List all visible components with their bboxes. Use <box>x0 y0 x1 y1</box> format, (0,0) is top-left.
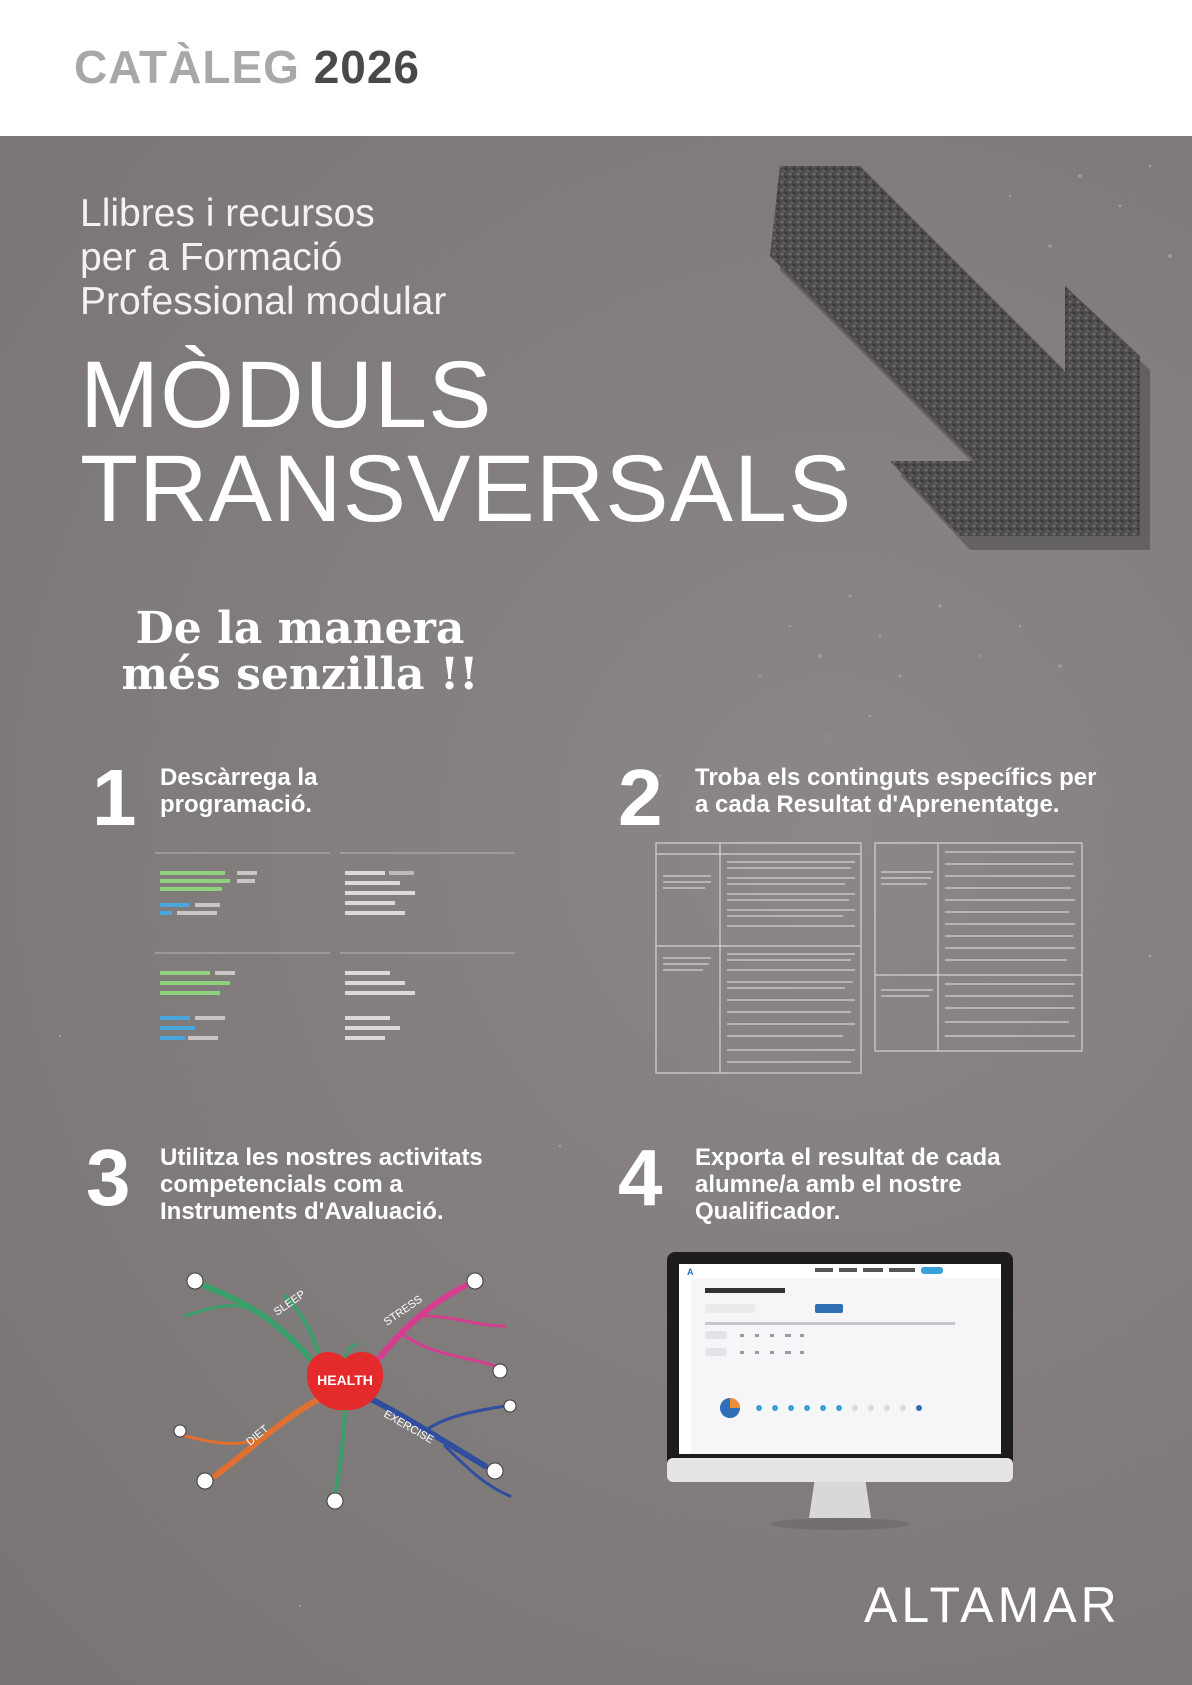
cover-tagline <box>90 603 510 700</box>
catalog-title-word: CATÀLEG <box>74 41 300 93</box>
mind-map-center-label: HEALTH <box>317 1372 373 1388</box>
tagline-line: De la manera <box>135 603 465 654</box>
subtitle-line: Llibres i recursos <box>80 192 375 235</box>
health-mind-map-thumbnail <box>165 1246 525 1516</box>
step-text-line: programació. <box>160 791 313 818</box>
step-text-line: Descàrrega la <box>160 764 318 791</box>
tagline-line: més senzilla !! <box>121 649 479 700</box>
step-text-line: Exporta el resultat de cada <box>695 1144 1001 1171</box>
mind-map-branch-label: DIET <box>244 1422 272 1449</box>
step-text-line: Utilitza les nostres activitats <box>160 1144 483 1171</box>
altamar-logo: ALTAMAR <box>864 1577 1121 1633</box>
report-panel <box>340 853 515 915</box>
catalog-title <box>74 40 420 94</box>
main-title-line: TRANSVERSALS <box>80 436 853 542</box>
report-panel <box>155 953 330 1040</box>
step-3-text <box>160 1144 540 1225</box>
subtitle-line: Professional modular <box>80 280 447 323</box>
grader-monitor-thumbnail <box>665 1252 1015 1532</box>
programming-report-thumbnail <box>155 841 515 1061</box>
cover-subtitle <box>80 192 600 324</box>
step-text-line: Qualificador. <box>695 1198 841 1225</box>
step-text-line: a cada Resultat d'Aprenentatge. <box>695 791 1060 818</box>
learning-outcomes-table-thumbnail <box>655 842 1083 1074</box>
mind-map-branch-label: STRESS <box>381 1293 425 1329</box>
report-panel <box>340 953 515 1040</box>
step-text-line: competencials com a <box>160 1171 403 1198</box>
catalog-header <box>0 0 1192 136</box>
step-text-line: Instruments d'Avaluació. <box>160 1198 444 1225</box>
mind-map-branch-label: SLEEP <box>271 1288 308 1319</box>
step-3-number: 3 <box>86 1133 131 1222</box>
step-1-text <box>160 764 500 818</box>
svg-text:A: A <box>687 1267 694 1277</box>
mind-map-branch-label: EXERCISE <box>381 1408 436 1447</box>
step-1-number: 1 <box>92 753 137 842</box>
step-2-number: 2 <box>618 753 663 842</box>
step-4-text <box>695 1144 1115 1225</box>
diagonal-arrow-graphic <box>740 156 1160 576</box>
report-panel <box>155 853 330 915</box>
subtitle-line: per a Formació <box>80 236 343 279</box>
step-text-line: alumne/a amb el nostre <box>695 1171 962 1198</box>
main-title-line: MÒDULS <box>80 342 493 448</box>
step-4-number: 4 <box>618 1133 663 1222</box>
cover-panel <box>0 136 1192 1685</box>
catalog-title-year: 2026 <box>313 41 421 93</box>
step-2-text <box>695 764 1165 818</box>
cover-main-title <box>80 342 853 542</box>
step-text-line: Troba els continguts específics per <box>695 764 1097 791</box>
